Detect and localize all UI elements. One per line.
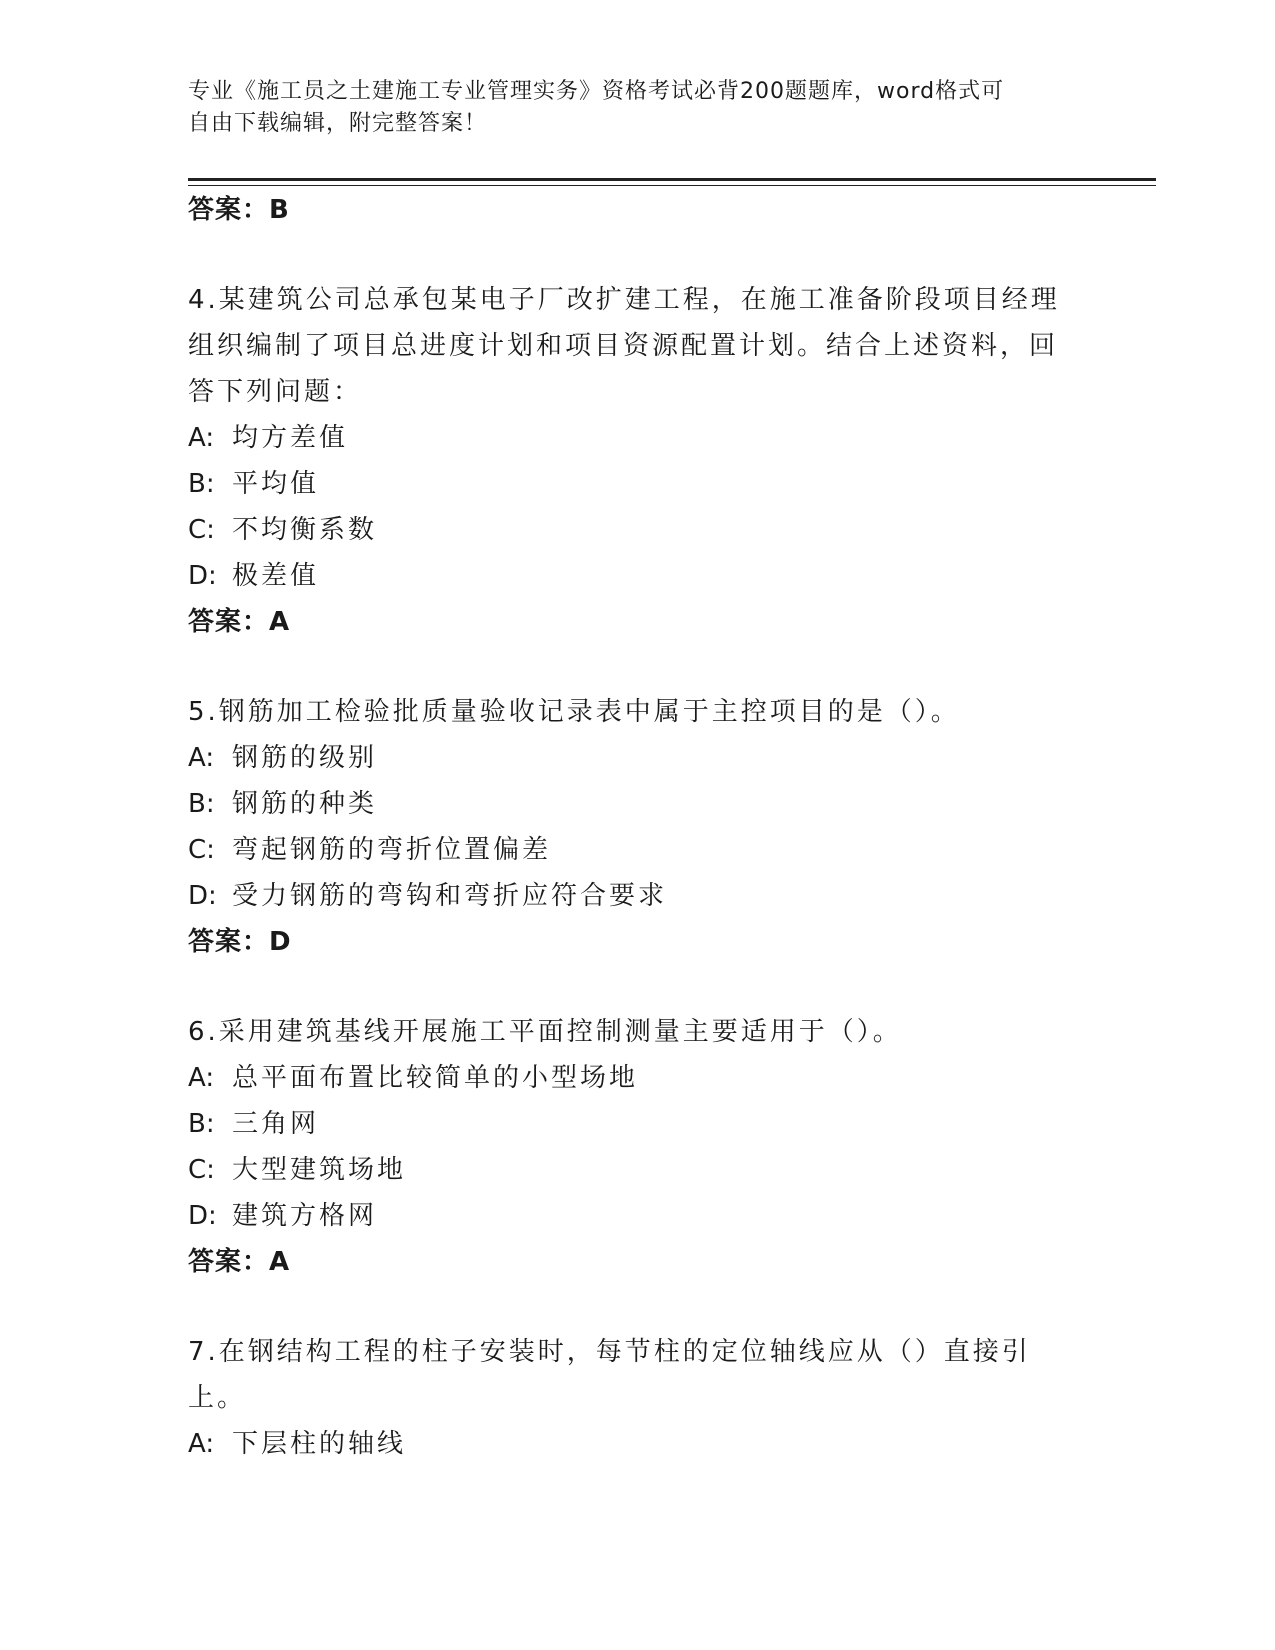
option-c (188, 507, 1068, 553)
option-b (188, 1101, 1068, 1147)
header-line-2: 自由下载编辑，附完整答案！ (188, 111, 488, 136)
question-7 (188, 1329, 1068, 1467)
option-letter: A: (188, 1063, 215, 1093)
answer: 答案：A (188, 1247, 291, 1277)
option-text: 受力钢筋的弯钩和弯折应符合要求 (232, 881, 668, 911)
option-text: 钢筋的级别 (232, 743, 378, 773)
question-5 (188, 689, 1068, 965)
option-a (188, 415, 1068, 461)
question-stem: 5.钢筋加工检验批质量验收记录表中属于主控项目的是（）。 (188, 697, 960, 727)
question-4 (188, 277, 1068, 645)
option-text: 下层柱的轴线 (232, 1429, 407, 1459)
option-text: 均方差值 (232, 423, 349, 453)
option-b (188, 461, 1068, 507)
option-a (188, 1055, 1068, 1101)
option-text: 大型建筑场地 (232, 1155, 407, 1185)
option-letter: B: (188, 1109, 215, 1139)
option-c (188, 1147, 1068, 1193)
option-letter: A: (188, 423, 215, 453)
option-text: 平均值 (232, 469, 320, 499)
option-text: 弯起钢筋的弯折位置偏差 (232, 835, 552, 865)
question-list (188, 187, 1068, 1467)
option-d (188, 873, 1068, 919)
option-text: 钢筋的种类 (232, 789, 378, 819)
option-a (188, 735, 1068, 781)
option-text: 建筑方格网 (232, 1201, 378, 1231)
option-letter: A: (188, 743, 215, 773)
option-letter: D: (188, 881, 217, 911)
previous-answer: 答案：B (188, 195, 290, 225)
question-stem: 7.在钢结构工程的柱子安装时，每节柱的定位轴线应从（）直接引上。 (188, 1337, 1031, 1413)
answer: 答案：A (188, 607, 291, 637)
option-d (188, 553, 1068, 599)
document-header (188, 76, 1068, 140)
option-a (188, 1421, 1068, 1467)
option-text: 不均衡系数 (232, 515, 378, 545)
option-b (188, 781, 1068, 827)
option-text: 总平面布置比较简单的小型场地 (232, 1063, 639, 1093)
option-letter: C: (188, 835, 215, 865)
answer: 答案：D (188, 927, 292, 957)
option-letter: D: (188, 1201, 217, 1231)
option-letter: A: (188, 1429, 215, 1459)
question-stem: 4.某建筑公司总承包某电子厂改扩建工程，在施工准备阶段项目经理组织编制了项目总进度计划和项目资源配置计划。结合上述资料，回答下列问题： (188, 285, 1060, 407)
option-c (188, 827, 1068, 873)
option-letter: C: (188, 515, 215, 545)
option-letter: D: (188, 561, 217, 591)
option-text: 三角网 (232, 1109, 320, 1139)
option-letter: C: (188, 1155, 215, 1185)
question-6 (188, 1009, 1068, 1285)
header-divider-thick (188, 178, 1156, 181)
option-text: 极差值 (232, 561, 320, 591)
option-letter: B: (188, 789, 215, 819)
option-d (188, 1193, 1068, 1239)
option-letter: B: (188, 469, 215, 499)
header-line-1: 专业《施工员之土建施工专业管理实务》资格考试必背200题题库，word格式可 (188, 79, 1005, 104)
question-stem: 6.采用建筑基线开展施工平面控制测量主要适用于（）。 (188, 1017, 902, 1047)
header-divider-thin (188, 185, 1156, 186)
